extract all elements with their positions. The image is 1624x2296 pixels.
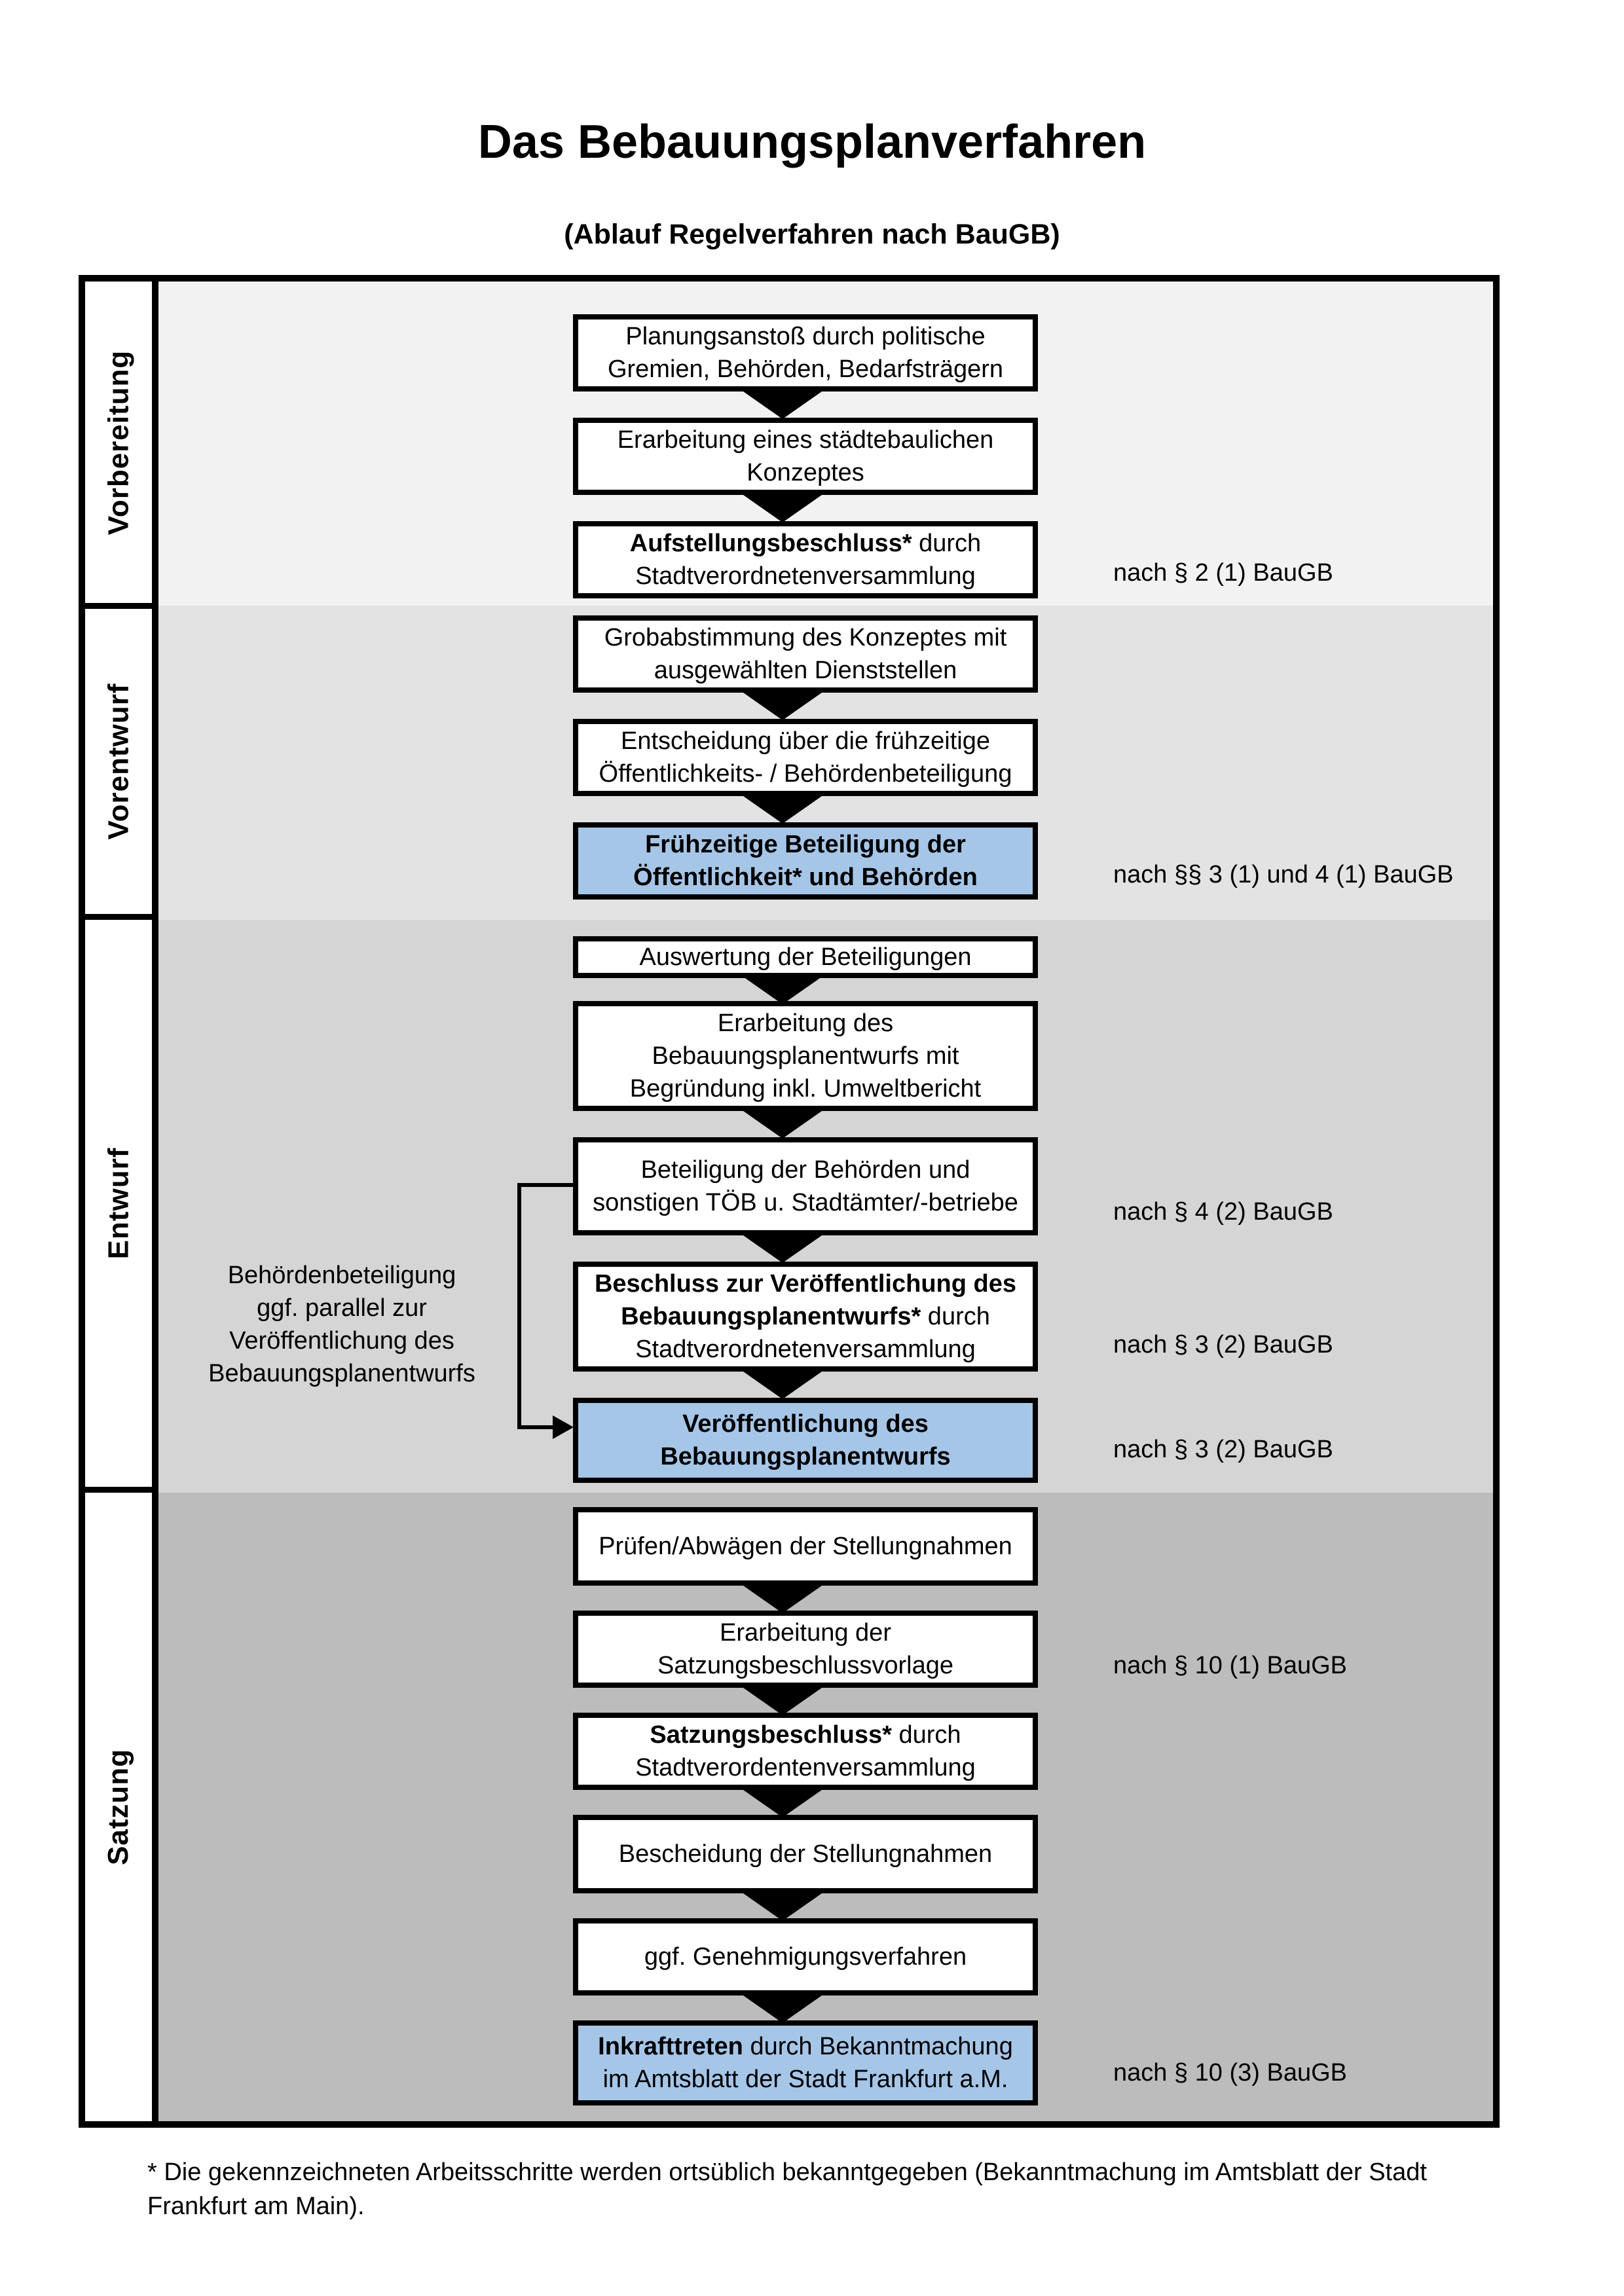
step-text: Gremien, Behörden, Bedarfsträgern	[607, 355, 1004, 383]
step-text: Satzungsbeschluss*	[650, 1721, 892, 1749]
step-satzungsbeschlussvorlage	[573, 1611, 1038, 1688]
step-text: Planungsanstoß durch politische	[625, 323, 986, 350]
step-text: ausgewählten Dienststellen	[654, 657, 957, 684]
step-text: Bebauungsplanentwurfs mit	[652, 1042, 959, 1070]
step-text: Konzeptes	[747, 459, 864, 486]
legal-ref-behoerdenbeteiligung: nach § 4 (2) BauGB	[1113, 1198, 1333, 1226]
step-text: Erarbeitung eines städtebaulichen	[617, 426, 994, 454]
step-staedtebauliches-konzept	[573, 418, 1038, 495]
side-note-text: Bebauungsplanentwurfs	[208, 1360, 475, 1387]
flowchart-frame	[79, 275, 1500, 2128]
step-text: im Amtsblatt der Stadt Frankfurt a.M.	[602, 2066, 1008, 2093]
step-bescheidung-stellungnahmen	[573, 1815, 1038, 1893]
step-text: Beschluss zur Veröffentlichung des	[594, 1270, 1017, 1298]
step-text: Erarbeitung der	[720, 1619, 891, 1647]
step-planungsanstoss	[573, 314, 1038, 392]
arrow-down-icon	[743, 977, 822, 1004]
step-text: Inkrafttreten	[598, 2033, 743, 2060]
step-text: Begründung inkl. Umweltbericht	[629, 1075, 982, 1102]
section-vorbereitung	[158, 282, 1493, 606]
step-text: Bebauungsplanentwurfs*	[621, 1303, 921, 1330]
step-text: Stadtverordentenversammlung	[635, 1754, 976, 1781]
section-satzung	[158, 1493, 1493, 2121]
step-pruefen-abwaegen	[573, 1507, 1038, 1586]
footnote	[147, 2155, 1536, 2223]
step-genehmigungsverfahren	[573, 1918, 1038, 1995]
phase-cell-vorentwurf	[85, 609, 152, 914]
section-entwurf	[158, 920, 1493, 1493]
side-note-text: ggf. parallel zur	[257, 1294, 427, 1322]
step-text: Frühzeitige Beteiligung der	[645, 831, 966, 858]
arrow-down-icon	[743, 1111, 822, 1139]
step-text: durch	[891, 1721, 961, 1749]
step-fruehzeitige-beteiligung	[573, 822, 1038, 900]
phase-cell-satzung	[85, 1493, 152, 2121]
phase-sidebar	[85, 282, 158, 2121]
arrow-down-icon	[743, 1235, 822, 1263]
phase-cell-vorbereitung	[85, 282, 152, 603]
step-text: Öffentlichkeit* und Behörden	[633, 864, 978, 891]
step-text: Veröffentlichung des	[682, 1410, 929, 1438]
step-text: Beteiligung der Behörden und	[640, 1156, 970, 1184]
phase-label-entwurf: Entwurf	[102, 1147, 135, 1260]
step-satzungsbeschluss	[573, 1713, 1038, 1790]
legal-ref-fruehzeitige-beteiligung: nach §§ 3 (1) und 4 (1) BauGB	[1113, 861, 1454, 888]
step-aufstellungsbeschluss	[573, 521, 1038, 598]
arrow-down-icon	[743, 1586, 822, 1613]
arrow-down-icon	[743, 495, 822, 522]
step-text: durch	[921, 1303, 990, 1330]
arrow-down-icon	[743, 1893, 822, 1921]
legal-ref-beschluss-veroeffentlichung: nach § 3 (2) BauGB	[1113, 1331, 1333, 1358]
step-entscheidung-fruehzeitige-beteiligung	[573, 719, 1038, 796]
step-beschluss-veroeffentlichung	[573, 1262, 1038, 1372]
arrow-down-icon	[743, 1688, 822, 1715]
step-text: Auswertung der Beteiligungen	[639, 943, 972, 971]
step-text: durch	[912, 530, 982, 557]
side-note-text: Behördenbeteiligung	[227, 1262, 456, 1289]
step-text: Grobabstimmung des Konzeptes mit	[604, 624, 1007, 651]
arrow-down-icon	[743, 693, 822, 720]
step-text: Bebauungsplanentwurfs	[660, 1443, 951, 1470]
step-text: Öffentlichkeits- / Behördenbeteiligung	[599, 760, 1012, 788]
legal-ref-aufstellungsbeschluss: nach § 2 (1) BauGB	[1113, 559, 1333, 587]
step-erarbeitung-bebauungsplanentwurf	[573, 1001, 1038, 1111]
step-text: Bescheidung der Stellungnahmen	[618, 1840, 993, 1868]
legal-ref-inkrafttreten: nach § 10 (3) BauGB	[1113, 2059, 1347, 2086]
phase-label-satzung: Satzung	[102, 1748, 135, 1866]
section-vorentwurf	[158, 606, 1493, 920]
flowchart-main-area	[158, 282, 1493, 2121]
step-grobabstimmung	[573, 615, 1038, 693]
parallel-connector-line	[517, 1183, 521, 1429]
arrow-down-icon	[743, 1372, 822, 1399]
legal-ref-veroeffentlichung-entwurf: nach § 3 (2) BauGB	[1113, 1436, 1333, 1463]
step-text: Erarbeitung des	[717, 1010, 894, 1037]
step-text: Aufstellungsbeschluss*	[629, 530, 912, 557]
step-text: Satzungsbeschlussvorlage	[657, 1652, 954, 1679]
step-veroeffentlichung-entwurf	[573, 1398, 1038, 1483]
parallel-connector-line	[517, 1183, 573, 1187]
step-text: Prüfen/Abwägen der Stellungnahmen	[599, 1533, 1012, 1560]
phase-label-vorentwurf: Vorentwurf	[102, 683, 134, 840]
step-text: Stadtverordnetenversammlung	[635, 562, 976, 590]
page-subtitle: (Ablauf Regelverfahren nach BauGB)	[564, 219, 1060, 250]
step-inkrafttreten	[573, 2020, 1038, 2105]
step-text: ggf. Genehmigungsverfahren	[644, 1943, 967, 1971]
footnote-text: Frankfurt am Main).	[147, 2193, 365, 2220]
arrow-down-icon	[743, 796, 822, 824]
step-text: Stadtverordnetenversammlung	[635, 1336, 976, 1363]
page-title: Das Bebauungsplanverfahren	[477, 116, 1147, 168]
step-text: durch Bekanntmachung	[743, 2033, 1013, 2060]
arrow-down-icon	[743, 1790, 822, 1817]
arrow-down-icon	[743, 1995, 822, 2023]
phase-label-vorbereitung: Vorbereitung	[102, 350, 134, 535]
side-note-parallel-beteiligung	[185, 1259, 499, 1390]
arrow-right-icon	[553, 1415, 574, 1439]
phase-cell-entwurf	[85, 920, 152, 1487]
step-beteiligung-behoerden-toeb	[573, 1137, 1038, 1235]
side-note-text: Veröffentlichung des	[229, 1327, 454, 1355]
arrow-down-icon	[743, 392, 822, 419]
step-auswertung-beteiligungen	[573, 936, 1038, 978]
step-text: sonstigen TÖB u. Stadtämter/-betriebe	[593, 1189, 1018, 1216]
footnote-text: * Die gekennzeichneten Arbeitsschritte werden ortsüblich bekanntgegeben (Bekanntmachung im Amtsblatt der Stadt	[147, 2159, 1427, 2186]
legal-ref-satzungsbeschluss: nach § 10 (1) BauGB	[1113, 1652, 1347, 1679]
parallel-connector-line	[517, 1425, 555, 1429]
step-text: Entscheidung über die frühzeitige	[620, 727, 991, 755]
